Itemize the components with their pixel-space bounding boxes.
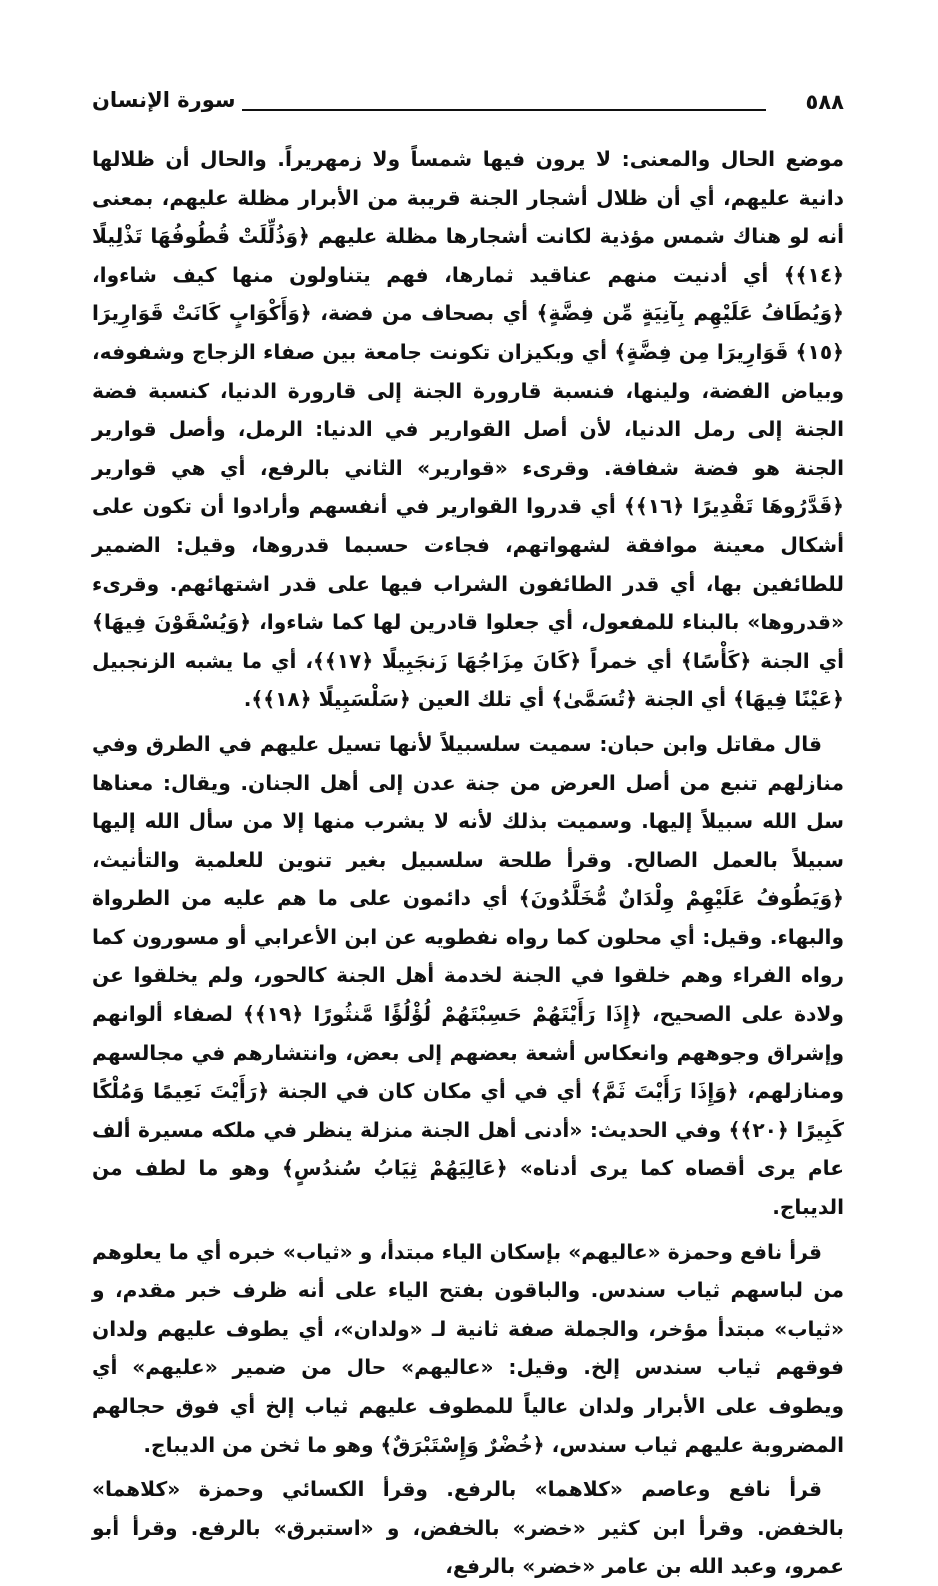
- paragraph: قال مقاتل وابن حبان: سميت سلسبيلاً لأنها تسيل عليهم في الطرق وفي منازلهم تنبع من أصل العرض من جنة عدن إلى أهل الجنان. ويقال: معناها سل الله سبيلاً إليها. وسميت بذلك لأنه لا يشرب منها إلا من سأل الله إليها سبيلاً بالعمل الصالح. وقرأ طلحة سلسبيل بغير تنوين للعلمية والتأنيث، ﴿وَيَطُوفُ عَلَيْهِمْ وِلْدَانٌ مُّخَلَّدُونَ﴾ أي دائمون على ما هم عليه من الطرواة والبهاء. وقيل: أي محلون كما رواه نفطويه عن ابن الأعرابي أو مسورون كما رواه الفراء وهم خلقوا في الجنة لخدمة أهل الجنة كالحور، ولم يخلقوا عن ولادة على الصحيح، ﴿إِذَا رَأَيْتَهُمْ حَسِبْتَهُمْ لُؤْلُؤًا مَّنثُورًا ﴿١٩﴾﴾ لصفاء ألوانهم وإشراق وجوههم وانعكاس أشعة بعضهم إلى بعض، وانتشارهم في مجالسهم ومنازلهم، ﴿وَإِذَا رَأَيْتَ ثَمَّ﴾ أي في أي مكان كان في الجنة ﴿رَأَيْتَ نَعِيمًا وَمُلْكًا كَبِيرًا ﴿٢٠﴾﴾ وفي الحديث: «أدنى أهل الجنة منزلة ينظر في ملكه مسيرة ألف عام يرى أقصاه كما يرى أدناه» ﴿عَالِيَهُمْ ثِيَابُ سُندُسٍ﴾ وهو ما لطف من الديباج.: [92, 731, 844, 1220]
- surah-title: سورة الإنسان: [92, 88, 236, 112]
- page-number: ٥٨٨: [805, 90, 844, 114]
- paragraph: قرأ نافع وحمزة «عاليهم» بإسكان الياء مبتدأ، و «ثياب» خبره أي ما يعلوهم من لباسهم ثياب سندس. والباقون بفتح الياء على أنه ظرف خبر مقدم، و «ثياب» مبتدأ مؤخر، والجملة صفة ثانية لـ «ولدان»، أي يطوف عليهم ولدان فوقهم ثياب سندس إلخ. وقيل: «عاليهم» حال من ضمير «عليهم» أي ويطوف على الأبرار ولدان عالياً للمطوف عليهم ثياب إلخ أي فوق حجالهم المضروبة عليهم ثياب سندس، ﴿خُضْرٌ وَإِسْتَبْرَقٌ﴾ وهو ما ثخن من الديباج.: [92, 1239, 844, 1457]
- paragraph: موضع الحال والمعنى: لا يرون فيها شمساً ولا زمهريراً. والحال أن ظلالها دانية عليهم، أي أن ظلال أشجار الجنة قريبة من الأبرار مظلة عليهم، بمعنى أنه لو هناك شمس مؤذية لكانت أشجارها مظلة عليهم ﴿وَذُلِّلَتْ قُطُوفُهَا تَذْلِيلًا ﴿١٤﴾﴾ أي أدنيت منهم عناقيد ثمارها، فهم يتناولون منها كيف شاءوا، ﴿وَيُطَافُ عَلَيْهِم بِآنِيَةٍ مِّن فِضَّةٍ﴾ أي بصحاف من فضة، ﴿وَأَكْوَابٍ كَانَتْ قَوَارِيرَا ﴿١٥﴾ قَوَارِيرَا مِن فِضَّةٍ﴾ أي وبكيزان تكونت جامعة بين صفاء الزجاج وشفوفه، وبياض الفضة، ولينها، فنسبة قارورة الجنة إلى قارورة الدنيا، كنسبة فضة الجنة إلى رمل الدنيا، لأن أصل القوارير في الدنيا: الرمل، وأصل قوارير الجنة هو فضة شفافة. وقرىء «قوارير» الثاني بالرفع، أي هي قوارير ﴿قَدَّرُوهَا تَقْدِيرًا ﴿١٦﴾﴾ أي قدروا القوارير في أنفسهم وأرادوا أن تكون على أشكال معينة موافقة لشهواتهم، فجاءت حسبما قدروها، وقيل: الضمير للطائفين بها، أي قدر الطائفون الشراب فيها على قدر اشتهائهم. وقرىء «قدروها» بالبناء للمفعول، أي جعلوا قادرين لها كما شاءوا، ﴿وَيُسْقَوْنَ فِيهَا﴾ أي الجنة ﴿كَأْسًا﴾ أي خمراً ﴿كَانَ مِزَاجُهَا زَنجَبِيلًا ﴿١٧﴾﴾، أي ما يشبه الزنجبيل ﴿عَيْنًا فِيهَا﴾ أي الجنة ﴿تُسَمَّىٰ﴾ أي تلك العين ﴿سَلْسَبِيلًا ﴿١٨﴾﴾.: [92, 147, 845, 712]
- page-header: [92, 84, 844, 124]
- paragraph: قرأ نافع وعاصم «كلاهما» بالرفع. وقرأ الكسائي وحمزة «كلاهما» بالخفض. وقرأ ابن كثير «خضر» بالخفض، و «استبرق» بالرفع. وقرأ أبو عمرو، وعبد الله بن عامر «خضر» بالرفع،: [92, 1477, 844, 1579]
- header-rule: [242, 109, 766, 111]
- page-body: [92, 140, 845, 1579]
